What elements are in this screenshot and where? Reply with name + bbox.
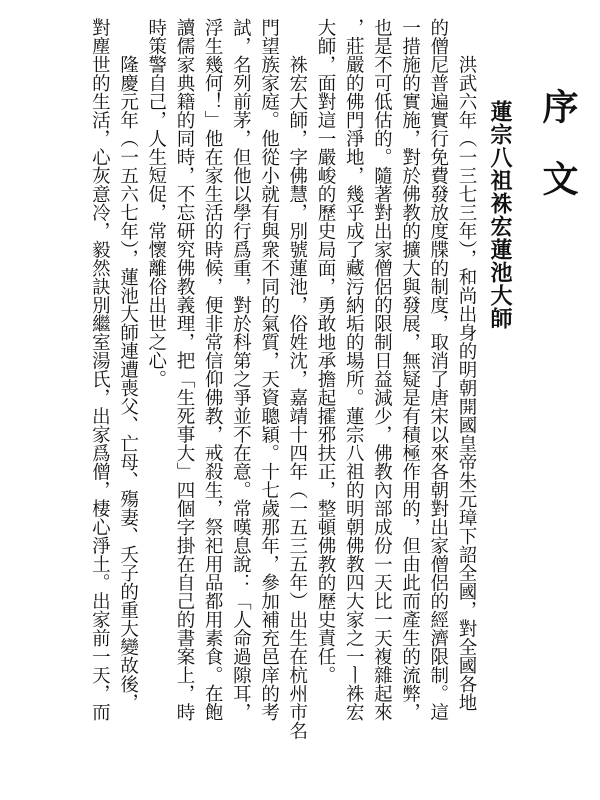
text-column: 大師，面對這一嚴峻的歷史局面，勇敢地承擔起攉邪扶正，整頓佛教的歷史責任。 — [314, 18, 336, 684]
text-column: ，莊嚴的佛門淨地，幾乎成了藏污納垢的場所。蓮宗八祖的明朝佛教四大家之一ㅣ袾宏 — [343, 18, 365, 721]
page-title: 序文 — [537, 88, 579, 232]
text-column: 時策警自己，人生短促，常懷離俗出世之心。 — [145, 18, 167, 388]
text-column: 門望族家庭。他從小就有與衆不同的氣質，天資聰穎。十七歲那年，參加補充邑庠的考 — [258, 18, 280, 721]
text-column: 一措施的實施，對於佛教的擴大與發展，無疑是有積極作用的，但由此而產生的流弊， — [399, 18, 421, 721]
text-column: 對塵世的生活，心灰意冷，毅然訣別繼室湯氏，出家爲僧，棲心淨土。出家前一天，而 — [89, 18, 111, 721]
text-column: 的僧尼普遍實行免費發放度牒的制度，取消了唐宋以來各朝對出家僧侶的經濟限制。這 — [427, 18, 449, 721]
section-title: 蓮宗八祖袾宏蓮池大師 — [487, 100, 513, 330]
vertical-text-block — [85, 18, 586, 788]
text-column: 也是不可低估的。隨著對出家僧侶的限制日益減少，佛教內部成份一天比一天複雜起來 — [371, 18, 393, 721]
text-column: 洪武六年（一三七三年），和尚出身的明朝開國皇帝朱元璋下詔全國，對全國各地 — [456, 55, 477, 712]
text-column: 讀儒家典籍的同時，不忘研究佛教義理，把「生死事大」四個字掛在自己的書案上，時 — [173, 18, 195, 721]
text-column: 浮生幾何！」他在家生活的時候，便非常信仰佛教，戒殺生，祭祀用品都用素食。在飽 — [202, 18, 224, 721]
text-column: 隆慶元年（一五六七年），蓮池大師連遭喪父、亡母、殤妻、夭子的重大變故後， — [117, 55, 139, 712]
text-column: 試，名列前茅，但他以學行爲重，對於科第之爭並不在意。常嘆息說：「人命過隙耳， — [230, 18, 252, 721]
text-column: 袾宏大師，字佛慧，別號蓮池，俗姓沈，嘉靖十四年（一五三五年）出生在杭州市名 — [286, 55, 308, 740]
